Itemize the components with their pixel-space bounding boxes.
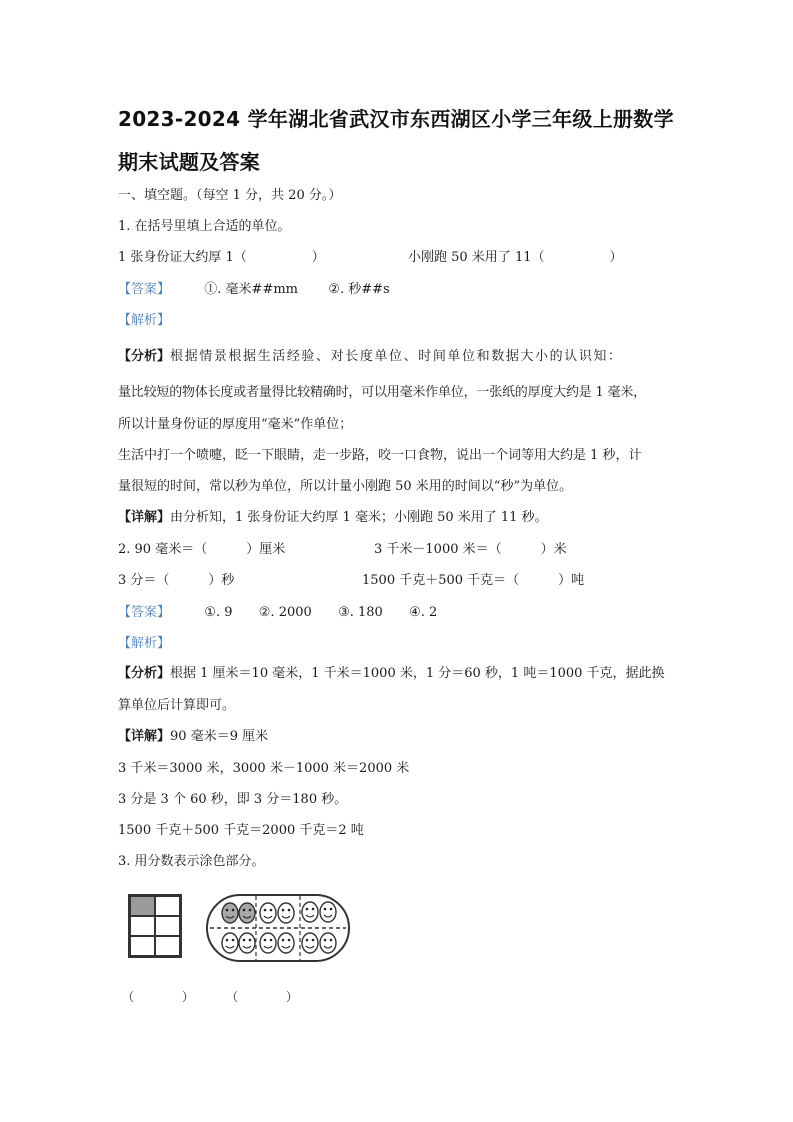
fenxi-text: 根据 1 厘米＝10 毫米，1 千米＝1000 米，1 分＝60 秒，1 吨＝1000 千克，据此换 <box>170 666 665 681</box>
q2-step3: 3 分是 3 个 60 秒，即 3 分＝180 秒。 <box>118 792 348 807</box>
q2-step4: 1500 千克＋500 千克＝2000 千克＝2 吨 <box>118 823 364 838</box>
q1-analysis-tag: 【解析】 <box>118 313 171 328</box>
q2-fenxi-line1 <box>118 666 665 682</box>
q2-line1-b: 3 千米－1000 米＝（ ）米 <box>374 542 567 557</box>
q2-answer-4: ④. 2 <box>409 605 438 620</box>
grid-cell-shaded <box>130 896 155 916</box>
smiley-faces-figure <box>206 894 350 962</box>
q2-analysis-tag: 【解析】 <box>118 636 171 651</box>
xiangjie-text: 90 毫米＝9 厘米 <box>170 729 269 744</box>
fenxi-tag: 【分析】 <box>118 349 171 364</box>
q1-part-b: 小刚跑 50 米用了 11（ ） <box>408 250 623 265</box>
answer-tag: 【答案】 <box>118 605 171 620</box>
q1-para2-line1: 生活中打一个喷嚏，眨一下眼睛，走一步路，咬一口食物，说出一个词等用大约是 1 秒，计 <box>118 448 642 463</box>
q2-answer-2: ②. 2000 <box>258 605 312 620</box>
shaded-grid-figure <box>128 894 182 958</box>
q2-line1-a: 2. 90 毫米＝（ ）厘米 <box>118 542 286 557</box>
grid-cell <box>155 916 180 936</box>
q1-answer-row <box>118 282 390 298</box>
q2-answer-3: ③. 180 <box>338 605 383 620</box>
q1-para1-line1: 量比较短的物体长度或者量得比较精确时，可以用毫米作单位，一张纸的厚度大约是 1 毫米， <box>118 385 646 400</box>
q1-part-a: 1 张身份证大约厚 1（ ） <box>118 250 325 265</box>
grid-cell <box>155 936 180 956</box>
q1-para1-line2: 所以计量身份证的厚度用“毫米”作单位； <box>118 417 353 432</box>
q2-line2-a: 3 分＝（ ）秒 <box>118 573 235 588</box>
q3-blank-1: （ ） <box>122 990 195 1004</box>
q1-fenxi <box>118 349 623 365</box>
xiangjie-tag: 【详解】 <box>118 510 171 525</box>
q1-answer-1: ①. 毫米##mm <box>204 282 299 297</box>
q3-blank-2: （ ） <box>226 990 299 1004</box>
q2-answer-row <box>118 605 437 621</box>
grid-cell <box>130 936 155 956</box>
grid-cell <box>130 916 155 936</box>
q2-step2: 3 千米＝3000 米，3000 米－1000 米＝2000 米 <box>118 761 410 776</box>
section-heading: 一、填空题。（每空 1 分，共 20 分。） <box>118 188 342 203</box>
q1-xiangjie <box>118 510 548 526</box>
q3-prompt: 3. 用分数表示涂色部分。 <box>118 854 265 869</box>
q1-para2-line2: 量很短的时间，常以秒为单位，所以计量小刚跑 50 米用的时间以“秒”为单位。 <box>118 479 573 494</box>
smiley-faces-icon <box>208 896 348 960</box>
q2-answer-1: ①. 9 <box>204 605 233 620</box>
document-title-line2: 期末试题及答案 <box>118 150 261 174</box>
q1-answer-2: ②. 秒##s <box>328 282 390 297</box>
xiangjie-text: 由分析知，1 张身份证大约厚 1 毫米；小刚跑 50 米用了 11 秒。 <box>170 510 548 525</box>
fenxi-tag: 【分析】 <box>118 666 171 681</box>
document-title-line1: 2023-2024 学年湖北省武汉市东西湖区小学三年级上册数学 <box>118 107 674 131</box>
xiangjie-tag: 【详解】 <box>118 729 171 744</box>
q2-line2-b: 1500 千克＋500 千克＝（ ）吨 <box>362 573 585 588</box>
answer-tag: 【答案】 <box>118 282 171 297</box>
q2-fenxi-line2: 算单位后计算即可。 <box>118 698 236 713</box>
q2-xiangjie <box>118 729 268 745</box>
grid-cell <box>155 896 180 916</box>
q1-prompt: 1. 在括号里填上合适的单位。 <box>118 219 291 234</box>
fenxi-text: 根据情景根据生活经验、对长度单位、时间单位和数据大小的认识知： <box>170 349 623 364</box>
